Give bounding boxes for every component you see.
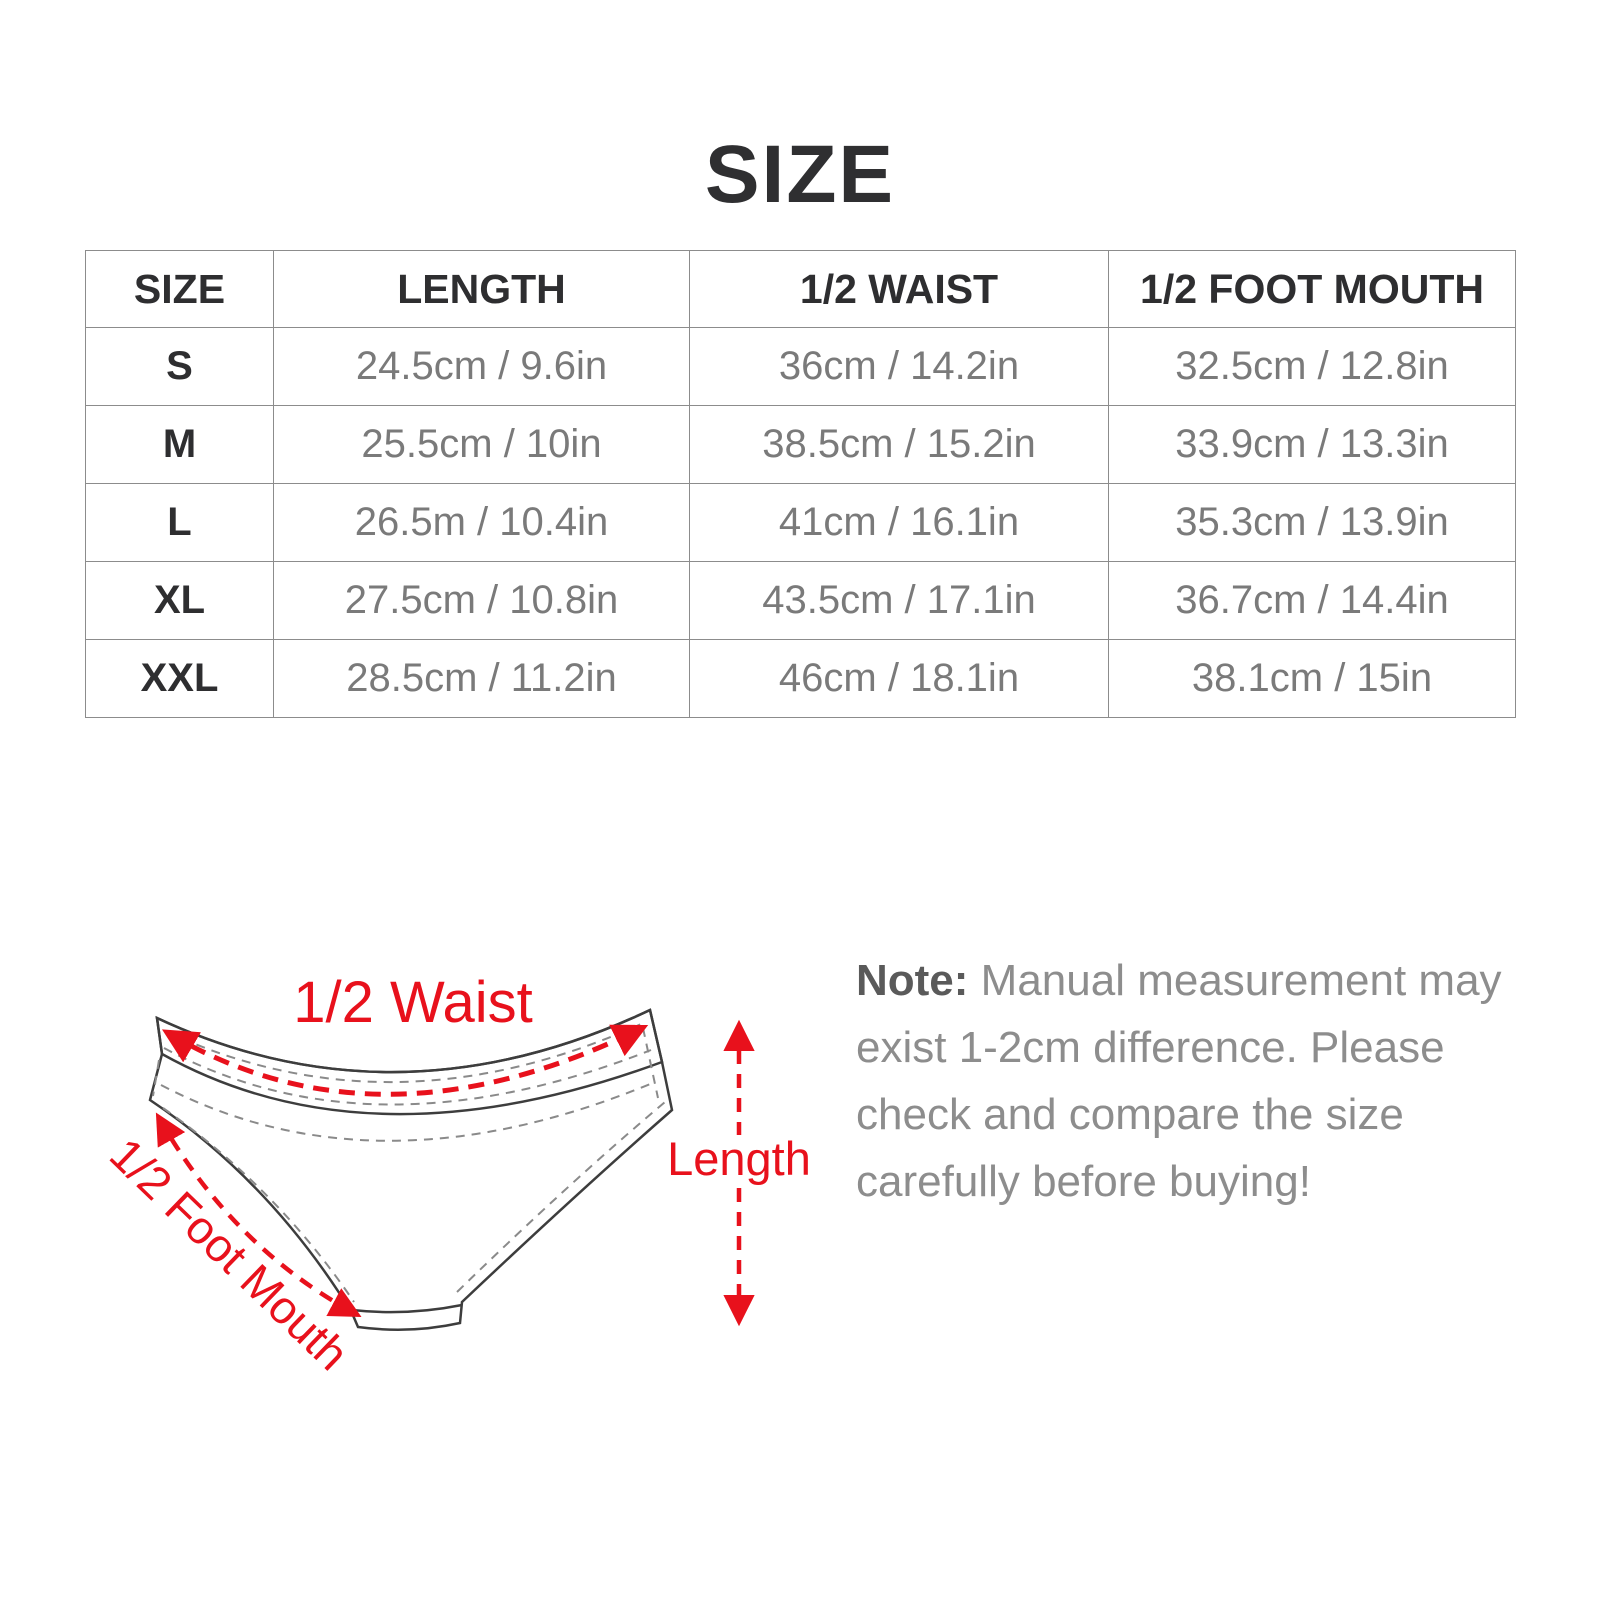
waist-value: 43.5cm / 17.1in bbox=[690, 562, 1109, 640]
header-half-foot-mouth: 1/2 FOOT MOUTH bbox=[1109, 251, 1516, 328]
right-leg-seam bbox=[457, 1102, 665, 1292]
length-label: Length bbox=[667, 1132, 811, 1185]
foot-mouth-label: 1/2 Foot Mouth bbox=[100, 1127, 359, 1381]
note-label: Note: bbox=[856, 956, 969, 1005]
size-table bbox=[85, 250, 1516, 718]
length-value: 28.5cm / 11.2in bbox=[274, 640, 690, 718]
note-body: Manual measurement may exist 1-2cm difference. Please check and compare the size carefully before buying! bbox=[856, 956, 1502, 1206]
waist-value: 46cm / 18.1in bbox=[690, 640, 1109, 718]
waist-value: 38.5cm / 15.2in bbox=[690, 406, 1109, 484]
header-size: SIZE bbox=[86, 251, 274, 328]
header-half-waist: 1/2 WAIST bbox=[690, 251, 1109, 328]
table-row bbox=[86, 640, 1516, 718]
size-label: S bbox=[86, 328, 274, 406]
note-text bbox=[856, 947, 1511, 1215]
header-length: LENGTH bbox=[274, 251, 690, 328]
foot-mouth-value: 35.3cm / 13.9in bbox=[1109, 484, 1516, 562]
length-value: 27.5cm / 10.8in bbox=[274, 562, 690, 640]
waist-measure-arrow bbox=[168, 1028, 642, 1094]
size-label: M bbox=[86, 406, 274, 484]
table-row bbox=[86, 328, 1516, 406]
table-row bbox=[86, 562, 1516, 640]
length-value: 26.5m / 10.4in bbox=[274, 484, 690, 562]
left-side-seam bbox=[153, 1060, 159, 1096]
length-value: 25.5cm / 10in bbox=[274, 406, 690, 484]
waist-value: 41cm / 16.1in bbox=[690, 484, 1109, 562]
waist-value: 36cm / 14.2in bbox=[690, 328, 1109, 406]
foot-mouth-value: 32.5cm / 12.8in bbox=[1109, 328, 1516, 406]
foot-mouth-value: 36.7cm / 14.4in bbox=[1109, 562, 1516, 640]
table-row bbox=[86, 484, 1516, 562]
size-label: XXL bbox=[86, 640, 274, 718]
table-row bbox=[86, 406, 1516, 484]
crotch-seam bbox=[352, 1305, 462, 1312]
size-label: XL bbox=[86, 562, 274, 640]
table-header-row bbox=[86, 251, 1516, 328]
foot-mouth-value: 33.9cm / 13.3in bbox=[1109, 406, 1516, 484]
underwear-measurement-diagram bbox=[65, 930, 825, 1400]
page-title: SIZE bbox=[704, 129, 896, 220]
foot-mouth-value: 38.1cm / 15in bbox=[1109, 640, 1516, 718]
body-seam bbox=[161, 1082, 655, 1141]
waist-label: 1/2 Waist bbox=[293, 970, 533, 1035]
size-label: L bbox=[86, 484, 274, 562]
length-value: 24.5cm / 9.6in bbox=[274, 328, 690, 406]
